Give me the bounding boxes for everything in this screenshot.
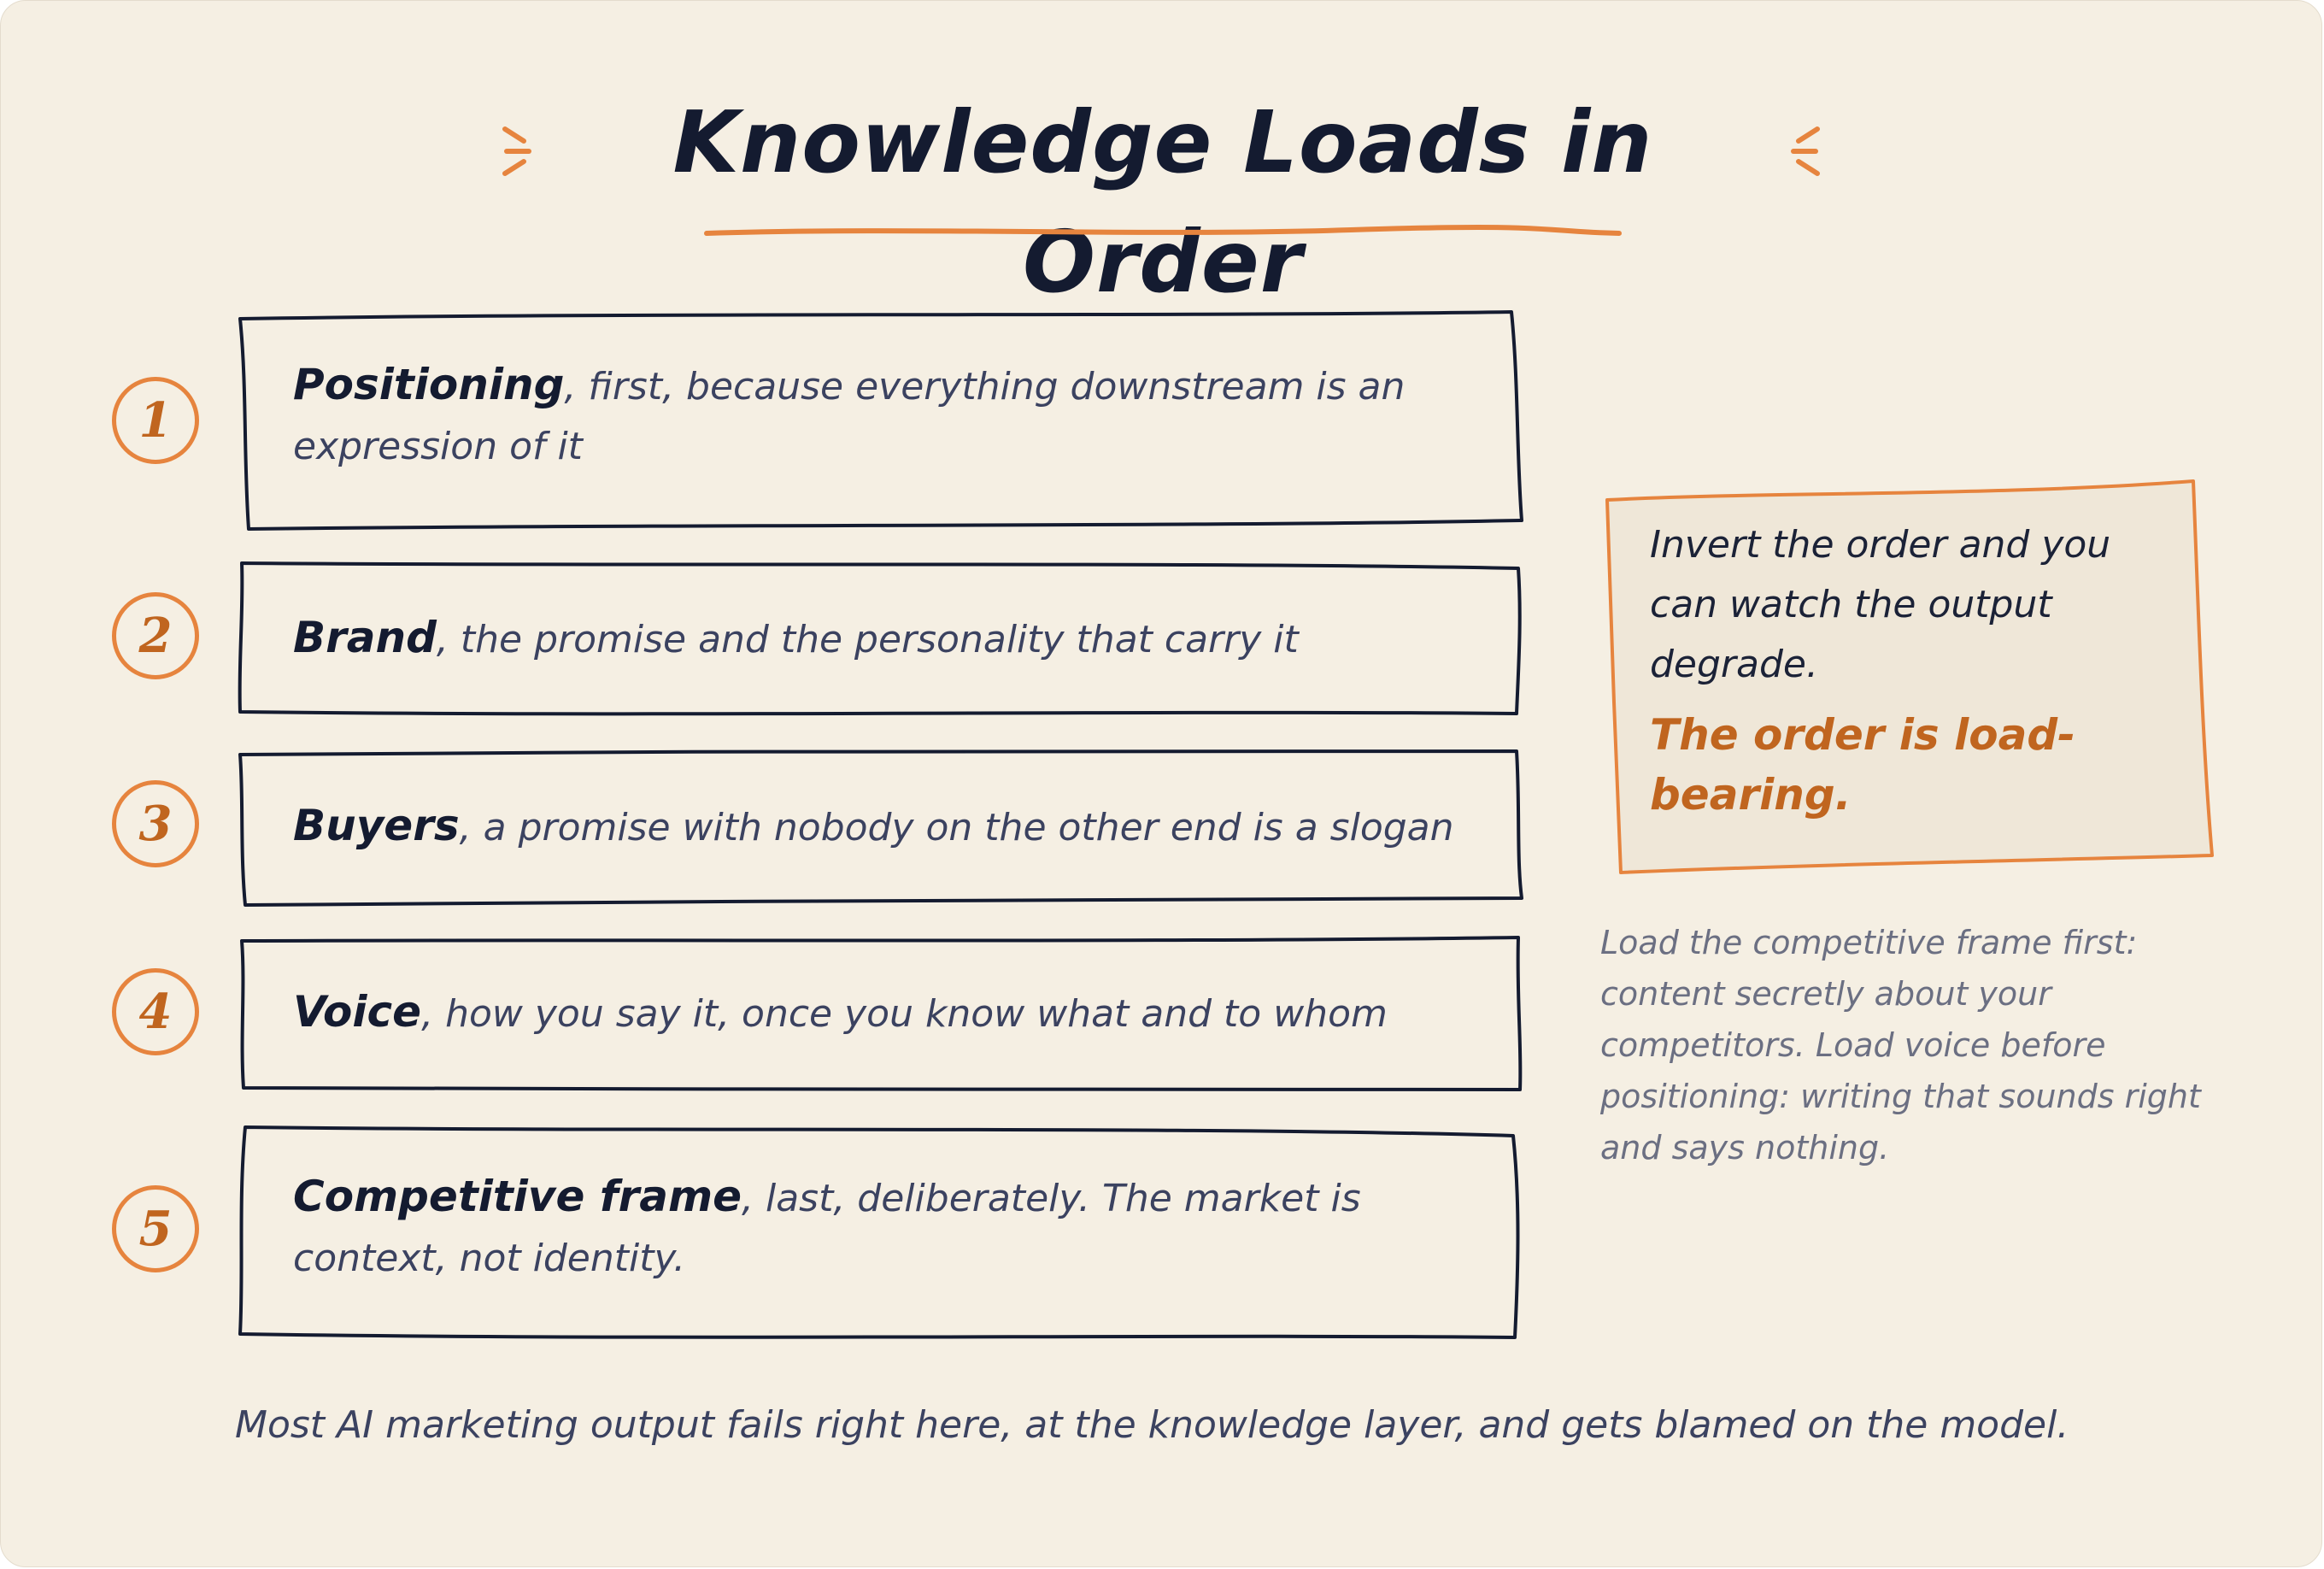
step-description: , how you say it, once you know what and to whom: [421, 992, 1388, 1036]
step-text-4: [293, 982, 1472, 1044]
callout-emphasis: The order is load-bearing.: [1650, 710, 2075, 820]
step-number-4: 4: [112, 968, 199, 1055]
step-number-2: 2: [112, 592, 199, 679]
spark-left-icon: [502, 124, 536, 179]
title-underline: [701, 221, 1624, 242]
step-term: Competitive frame: [293, 1172, 742, 1221]
callout-box: [1604, 479, 2212, 873]
step-number-5: 5: [112, 1185, 199, 1272]
step-box-1: [237, 310, 1523, 531]
page-title: Knowledge Loads in Order: [672, 92, 1653, 312]
step-text-2: [293, 608, 1472, 670]
step-description: , a promise with nobody on the other end is a slogan: [459, 806, 1454, 849]
callout-text: Invert the order and you can watch the output degrade.: [1650, 523, 2111, 686]
step-box-4: [237, 936, 1523, 1095]
step-term: Positioning: [293, 360, 565, 409]
step-text-5: [293, 1166, 1472, 1289]
step-box-2: [237, 560, 1523, 719]
step-number-3: 3: [112, 780, 199, 867]
side-note: Load the competitive frame first: content secretly about your competitors. Load voice before positioning: writing that sounds right and says nothing.: [1600, 924, 2201, 1166]
step-box-3: [237, 748, 1523, 907]
step-term: Brand: [293, 613, 437, 662]
step-term: Buyers: [293, 801, 460, 850]
step-text-3: [293, 796, 1472, 858]
step-description: , last, deliberately. The market is context, not identity.: [293, 1177, 1361, 1280]
step-description: , first, because everything downstream is an expression of it: [293, 365, 1406, 468]
step-description: , the promise and the personality that carry it: [436, 618, 1299, 661]
footer-note: Most AI marketing output fails right here, at the knowledge layer, and gets blamed on the model.: [235, 1403, 2069, 1447]
step-term: Voice: [293, 987, 422, 1037]
step-box-5: [237, 1124, 1523, 1343]
step-text-1: [293, 355, 1472, 477]
spark-right-icon: [1787, 124, 1821, 179]
step-number-1: 1: [112, 377, 199, 464]
